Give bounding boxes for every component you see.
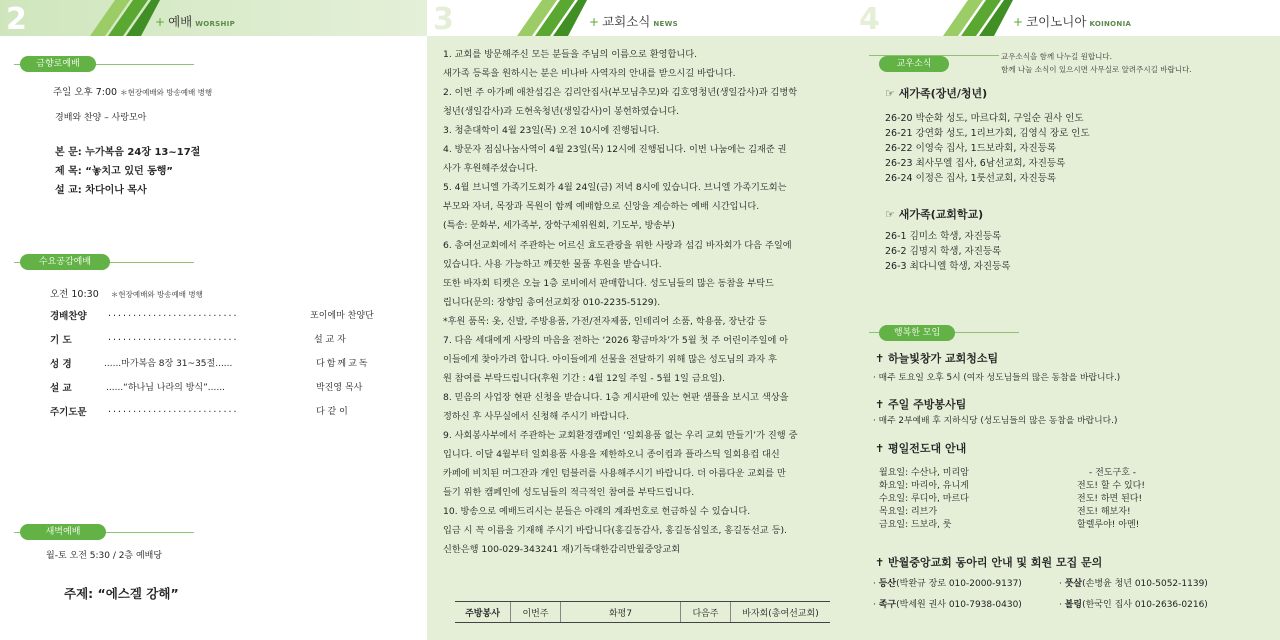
news-line: 5. 4월 브니엘 가족기도회가 4월 24일(금) 저녁 8시에 있습니다. 브니엘 가족기도회는 bbox=[443, 182, 787, 194]
evangelism-day: 금요일: 드보라, 룻 bbox=[879, 520, 952, 530]
club-item: · 족구(박세원 권사 010-7938-0430) bbox=[873, 600, 1022, 610]
news-line: 7. 다음 세대에게 사랑의 마음을 전하는 ‘2026 황금마차’가 5월 첫 주 어린이주일에 아 bbox=[443, 334, 789, 346]
worship-header bbox=[0, 0, 427, 36]
order-leader: 포이에마 찬양단 bbox=[310, 311, 374, 321]
table-cell: 바자회(총여선교회) bbox=[742, 608, 819, 619]
club-title: ✝ 반월중앙교회 동아리 안내 및 회원 모집 문의 bbox=[875, 556, 1103, 569]
happy-group-title: ✝ 하늘빛창가 교회청소팀 bbox=[875, 352, 999, 365]
news-line: 사가 후원해주셨습니다. bbox=[443, 163, 538, 175]
order-dots: .......................... bbox=[108, 332, 239, 343]
table-cell: 주방봉사 bbox=[455, 602, 511, 622]
member-news-intro: 교우소식을 함께 나누길 원합니다. bbox=[1001, 52, 1112, 61]
order-dots: .......................... bbox=[108, 308, 239, 319]
evangelism-day: 화요일: 마리아, 유니게 bbox=[879, 481, 969, 491]
news-line: 4. 방문자 점심나눔사역이 4월 23일(목) 12시에 진행됩니다. 이번 나눔에는 김재준 권 bbox=[443, 144, 787, 156]
evangelism-slogan: 전도! 해보자! bbox=[1077, 507, 1131, 517]
evening-praise: 경배와 찬양 – 사랑모아 bbox=[55, 113, 147, 123]
new-family-item: 26-22 이영숙 집사, 1드보라회, 자진등록 bbox=[885, 143, 1057, 154]
page-number: 4 bbox=[859, 2, 880, 37]
order-label: 경배찬양 bbox=[50, 311, 87, 322]
evening-service-badge: 금향로예배 bbox=[20, 56, 96, 72]
news-line: 또한 바자회 티켓은 오늘 1층 로비에서 판매합니다. 성도님들의 많은 동참을 부탁드 bbox=[443, 277, 774, 289]
club-item: · 풋살(손병윤 청년 010-5052-1139) bbox=[1059, 579, 1208, 589]
worship-page bbox=[0, 0, 427, 640]
evangelism-day: 월요일: 수산나, 미리암 bbox=[879, 468, 969, 478]
order-leader: 박진영 목사 bbox=[316, 383, 363, 393]
news-line: 원 참여를 부탁드립니다(후원 기간 : 4월 12일 주일 - 5월 1일 금요일). bbox=[443, 372, 725, 384]
news-header bbox=[427, 0, 853, 36]
news-line: *후원 품목: 옷, 신발, 주방용품, 가전/전자제품, 인테리어 소품, 학용품, 장난감 등 bbox=[443, 315, 767, 327]
news-line: 신한은행 100-029-343241 재)기독대한감리반월중앙교회 bbox=[443, 544, 681, 556]
evangelism-day: 목요일: 리브가 bbox=[879, 507, 938, 517]
news-line: 카페에 비치된 머그잔과 개인 텀블러를 사용해주시기 바랍니다. 더 아름다운 교회를 만 bbox=[443, 468, 786, 480]
news-line: 정하신 후 사무실에서 신청해 주시기 바랍니다. bbox=[443, 410, 630, 422]
table-cell: 화평7 bbox=[561, 602, 681, 622]
new-family-item: 26-2 김명지 학생, 자진등록 bbox=[885, 246, 1002, 257]
order-label: 설 교 bbox=[50, 383, 72, 394]
dawn-time: 월-토 오전 5:30 / 2층 예배당 bbox=[46, 551, 163, 561]
new-family-item: 26-1 김미소 학생, 자진등록 bbox=[885, 231, 1002, 242]
page-title: + 예배 WORSHIP bbox=[155, 14, 236, 29]
news-line: 새가족 등록을 원하시는 분은 비나바 사역자의 안내를 받으시길 바랍니다. bbox=[443, 68, 736, 80]
order-dots: ......마가복음 8장 31~35절...... bbox=[104, 359, 233, 369]
page-title: + 교회소식 NEWS bbox=[589, 14, 678, 29]
news-line: 3. 청춘대학이 4월 23일(목) 오전 10시에 진행됩니다. bbox=[443, 125, 660, 137]
news-line: 6. 총여선교회에서 주관하는 어르신 효도관광을 위한 사랑과 섬김 바자회가 다음 주일에 bbox=[443, 239, 792, 251]
news-line: 입니다. 이달 4월부터 일회용품 사용을 제한하오니 종이컵과 플라스틱 일회용컵 대신 bbox=[443, 449, 780, 461]
news-line: 들기 위한 캠페인에 성도님들의 적극적인 참여를 부탁드립니다. bbox=[443, 487, 695, 499]
evangelism-slogan: 전도! 하면 된다! bbox=[1077, 494, 1143, 504]
leaf-stripes-icon bbox=[70, 0, 160, 36]
order-label: 성 경 bbox=[50, 359, 72, 370]
happy-group-text: · 매주 토요일 오후 5시 (여자 성도님들의 많은 동참을 바랍니다.) bbox=[873, 373, 1121, 383]
news-line: 청년(생일감사)과 도현욱청년(생일감사)이 봉헌하였습니다. bbox=[443, 106, 680, 118]
news-line: (특송: 문화부, 세가족부, 장학구제위원회, 기도부, 방송부) bbox=[443, 220, 675, 232]
order-leader: 다함께교독 bbox=[316, 359, 370, 369]
new-family-item: 26-20 박순화 성도, 마르다회, 구일순 권사 인도 bbox=[885, 113, 1084, 124]
club-item: · 볼링(한국인 집사 010-2636-0216) bbox=[1059, 600, 1208, 610]
club-item: · 등산(박완규 장로 010-2000-9137) bbox=[873, 579, 1022, 589]
new-family-item: 26-24 이정은 집사, 1룻선교회, 자진등록 bbox=[885, 173, 1057, 184]
order-leader: 다 같 이 bbox=[316, 407, 348, 417]
member-news-intro: 함께 나눌 소식이 있으시면 사무실로 알려주시길 바랍니다. bbox=[1001, 65, 1192, 74]
order-label: 주기도문 bbox=[50, 407, 87, 418]
news-line: 부모와 자녀, 목장과 목원이 함께 예배함으로 신앙을 계승하는 예배 시간입니다. bbox=[443, 201, 760, 213]
wednesday-service-badge: 수요공감예배 bbox=[20, 254, 110, 270]
news-line: 1. 교회를 방문해주신 모든 분들을 주님의 이름으로 환영합니다. bbox=[443, 49, 698, 60]
news-line: 8. 믿음의 사업장 현판 신청을 받습니다. 1층 게시판에 있는 현판 샘플을 보시고 색상을 bbox=[443, 391, 789, 403]
news-line: 10. 방송으로 예배드리시는 분들은 아래의 계좌번호로 헌금하실 수 있습니다. bbox=[443, 506, 751, 518]
page-title: + 코이노니아 KOINONIA bbox=[1013, 14, 1132, 29]
page-number: 3 bbox=[433, 2, 454, 37]
order-dots: ......“하나님 나라의 방식”...... bbox=[106, 383, 225, 393]
evening-time: 주일 오후 7:00 ＊현장예배와 방송예배 병행 bbox=[53, 87, 213, 98]
new-family-item: 26-21 강연화 성도, 1리브가회, 김영식 장로 인도 bbox=[885, 128, 1090, 139]
news-line: 입금 시 꼭 이름을 기재해 주시기 바랍니다(홍길동감사, 홍길동십일조, 홍길동선교 등). bbox=[443, 525, 787, 537]
happy-group-title: ✝ 주일 주방봉사팀 bbox=[875, 398, 967, 411]
evening-sermon-title: 제 목: “놓치고 있던 동행” bbox=[55, 166, 174, 177]
evening-preacher: 설 교: 차다이나 목사 bbox=[55, 185, 147, 196]
evangelism-day: 수요일: 루디아, 마르다 bbox=[879, 494, 969, 504]
koinonia-header bbox=[853, 0, 1280, 36]
happy-group-title: ✝ 평일전도대 안내 bbox=[875, 442, 967, 455]
dawn-theme: 주제: “에스겔 강해” bbox=[64, 586, 179, 601]
news-line: 있습니다. 사용 가능하고 깨끗한 물품 후원을 받습니다. bbox=[443, 258, 662, 270]
kitchen-duty-table bbox=[455, 601, 830, 623]
happy-group-text: · 매주 2부예배 후 지하식당 (성도님들의 많은 동참을 바랍니다.) bbox=[873, 416, 1118, 426]
member-news-badge: 교우소식 bbox=[879, 56, 949, 72]
news-line: 이들에게 찾아가려 합니다. 아이들에게 선물을 전달하기 위해 많은 성도님의 과자 후 bbox=[443, 353, 777, 365]
evening-scripture: 본 문: 누가복음 24장 13~17절 bbox=[55, 147, 201, 158]
new-family-adult-title: ☞ 새가족(장년/청년) bbox=[885, 87, 988, 100]
evangelism-slogan: - 전도구호 - bbox=[1089, 468, 1136, 478]
leaf-stripes-icon bbox=[923, 0, 1013, 36]
leaf-stripes-icon bbox=[497, 0, 587, 36]
wednesday-time: 오전 10:30 ＊현장예배와 방송예배 병행 bbox=[50, 289, 203, 300]
new-family-school-title: ☞ 새가족(교회학교) bbox=[885, 208, 984, 221]
order-dots: .......................... bbox=[108, 404, 239, 415]
news-line: 9. 사회봉사부에서 주관하는 교회환경캠페인 ‘일회용품 없는 우리 교회 만들기’가 진행 중 bbox=[443, 430, 798, 441]
evangelism-slogan: 할렐루야! 아멘! bbox=[1077, 520, 1140, 530]
page-number: 2 bbox=[6, 2, 27, 37]
new-family-item: 26-23 최사무엘 집사, 6남선교회, 자진등록 bbox=[885, 158, 1066, 169]
evangelism-slogan: 전도! 할 수 있다! bbox=[1077, 481, 1145, 491]
news-line: 립니다(문의: 장향임 총여선교회장 010-2235-5129). bbox=[443, 296, 661, 308]
dawn-service-badge: 새벽예배 bbox=[20, 524, 106, 540]
koinonia-page bbox=[853, 0, 1280, 640]
table-cell: 이번주 bbox=[511, 602, 561, 622]
happy-meeting-badge: 행복한 모임 bbox=[879, 325, 955, 341]
news-page bbox=[427, 0, 853, 640]
new-family-item: 26-3 최다니엘 학생, 자진등록 bbox=[885, 261, 1011, 272]
news-line: 2. 이번 주 아가페 애찬섬김은 김리안집사(부모님추모)와 김호영청년(생일감사)과 김병학 bbox=[443, 87, 798, 99]
order-leader: 설 교 자 bbox=[314, 335, 346, 345]
table-cell: 다음주 bbox=[681, 602, 731, 622]
order-label: 기 도 bbox=[50, 335, 72, 346]
